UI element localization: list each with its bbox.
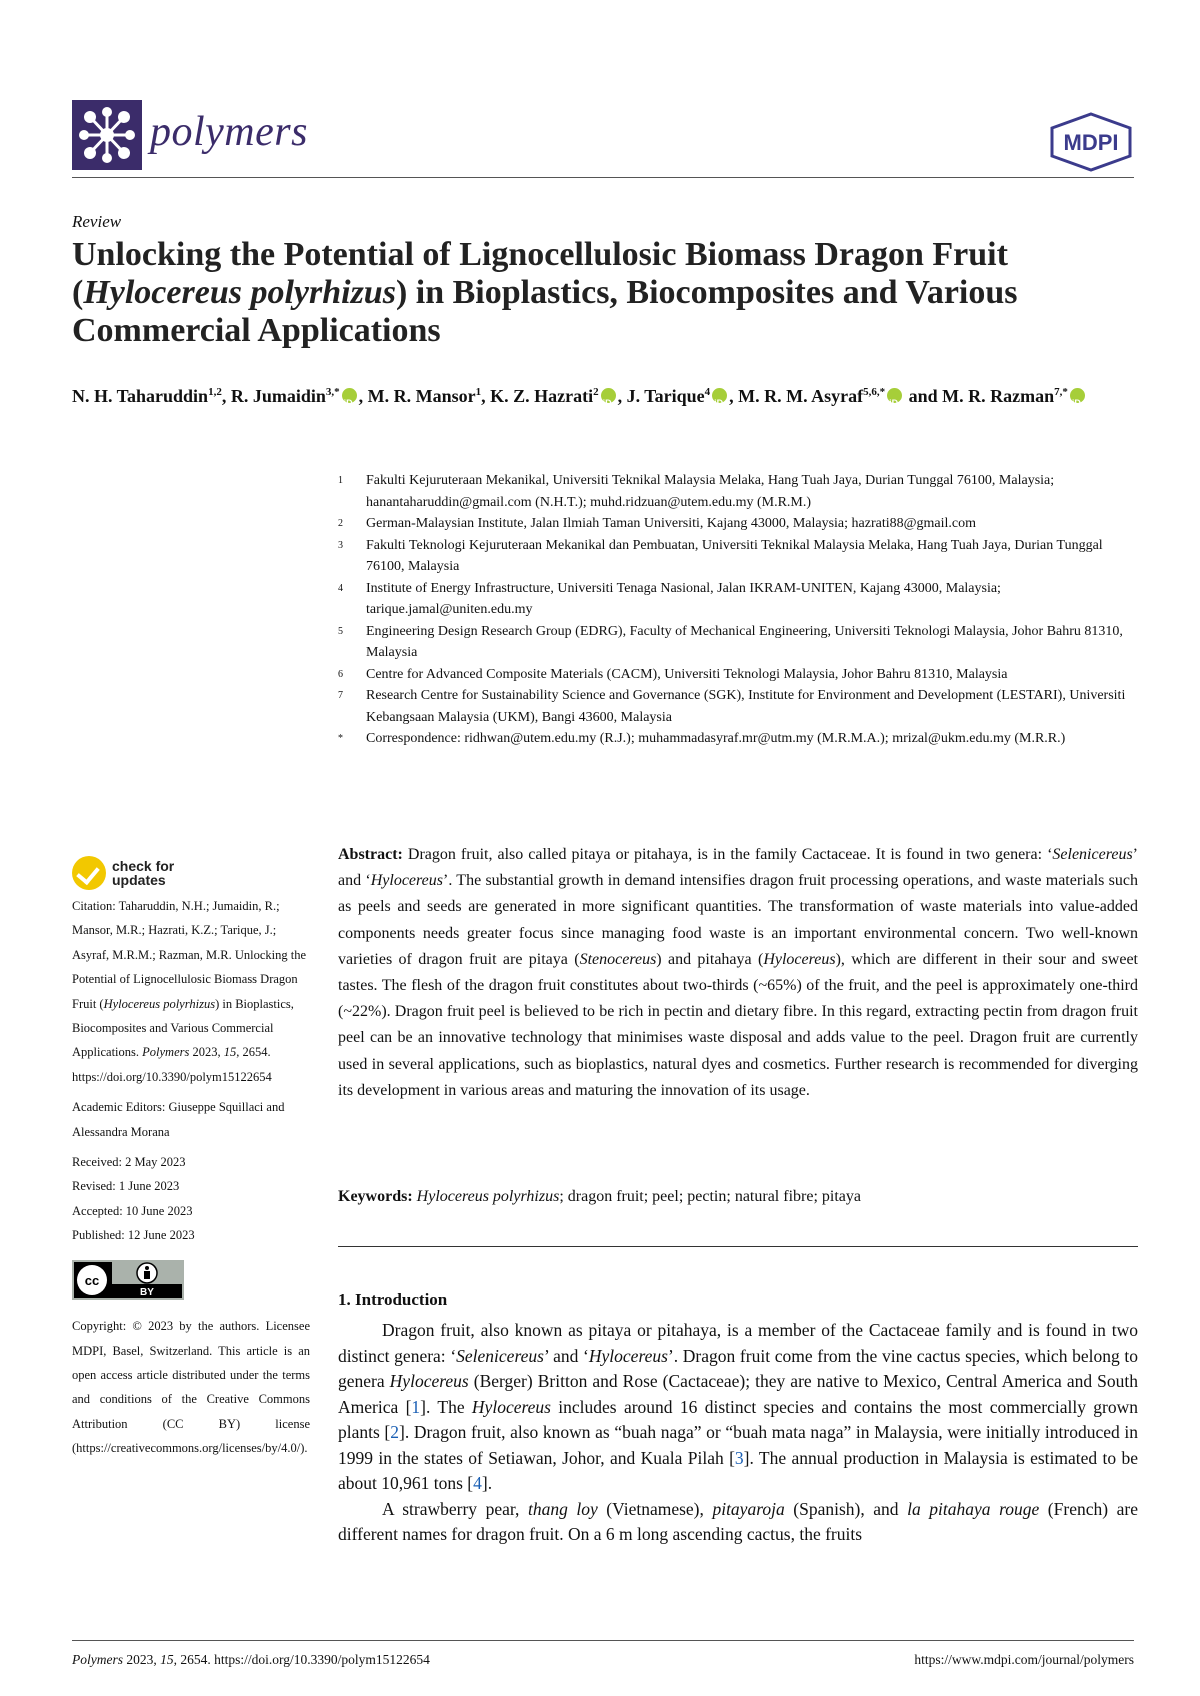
author-name: R. Jumaidin bbox=[230, 386, 326, 406]
article-title: Unlocking the Potential of Lignocellulosic Biomass Dragon Fruit (Hylocereus polyrhizus) in Bioplastics, Biocomposites and Various Commercial Applications bbox=[72, 236, 1018, 349]
intro-paragraph-1: Dragon fruit, also known as pitaya or pitahaya, is a member of the Cactaceae family and is found in two distinct genera: ‘Selenicereus’ and ‘Hylocereus’. Dragon fruit come from the vine cactus species, which belong to genera Hylocereus (Berger) Britton and Rose (Cactaceae); they are native to Mexico, Central America and South America [1]. The Hylocereus includes around 16 distinct species and contains the most commercially grown plants [2]. Dragon fruit, also known as “buah naga” or “buah mata naga” in Malaysia, were initially introduced in 1999 in the states of Setiawan, Johor, and Kuala Pilah [3]. The annual production in Malaysia is estimated to be about 10,961 tons [4]. bbox=[338, 1320, 1139, 1493]
cc-label: cc bbox=[84, 1272, 100, 1288]
affiliation-number: 5 bbox=[338, 625, 343, 637]
mdpi-logo-icon bbox=[1048, 112, 1134, 172]
author-affiliation-marker: 1,2 bbox=[208, 386, 222, 398]
orcid-icon[interactable] bbox=[342, 388, 357, 403]
cc-by-license-icon[interactable] bbox=[72, 1260, 184, 1300]
author-separator: , bbox=[358, 386, 368, 406]
citation-link-4[interactable]: 4 bbox=[473, 1473, 482, 1493]
received-date: Received: 2 May 2023 bbox=[72, 1155, 186, 1170]
affiliation-text: Research Centre for Sustainability Science and Governance (SGK), Institute for Environment and Development (LESTARI), Universiti Kebangsaan Malaysia (UKM), Bangi 43600, Malaysia bbox=[366, 688, 1126, 725]
header-divider bbox=[72, 177, 1134, 178]
author-list bbox=[72, 378, 1142, 410]
affiliation-item bbox=[338, 621, 1138, 664]
author-separator: , bbox=[729, 386, 739, 406]
keywords: Keywords: Hylocereus polyrhizus; dragon fruit; peel; pectin; natural fibre; pitaya bbox=[338, 1188, 861, 1205]
affiliation-item bbox=[338, 535, 1138, 578]
affiliation-number: * bbox=[338, 733, 343, 744]
affiliation-text: Fakulti Teknologi Kejuruteraan Mekanikal dan Pembuatan, Universiti Teknikal Malaysia Melaka, Hang Tuah Jaya, Durian Tunggal 76100, Malaysia bbox=[366, 537, 1103, 574]
accepted-date: Accepted: 10 June 2023 bbox=[72, 1203, 193, 1218]
revised-date: Revised: 1 June 2023 bbox=[72, 1179, 180, 1194]
affiliation-text: Institute of Energy Infrastructure, Universiti Tenaga Nasional, Jalan IKRAM-UNITEN, Kajang 43000, Malaysia; tarique.jamal@uniten.edu.my bbox=[366, 580, 1001, 617]
affiliation-number: 7 bbox=[338, 690, 343, 701]
affiliation-item bbox=[338, 685, 1138, 728]
affiliation-number: 1 bbox=[338, 475, 343, 486]
orcid-icon[interactable] bbox=[712, 388, 727, 403]
journal-name: polymers bbox=[150, 109, 308, 155]
affiliation-text: German-Malaysian Institute, Jalan Ilmiah Taman Universiti, Kajang 43000, Malaysia; hazrati88@gmail.com bbox=[366, 516, 976, 531]
citation-link-1[interactable]: 1 bbox=[411, 1396, 421, 1417]
author-name: M. R. Mansor bbox=[367, 386, 476, 406]
author-separator: , bbox=[617, 386, 627, 406]
affiliation-number: 2 bbox=[338, 518, 343, 529]
author-name: M. R. Razman bbox=[942, 386, 1055, 406]
introduction-body bbox=[338, 1318, 1138, 1548]
affiliation-number: 4 bbox=[338, 582, 343, 594]
intro-paragraph-2: A strawberry pear, thang loy (Vietnamese), pitayaroja (Spanish), and la pitahaya rouge (French) are different names for dragon fruit. On a 6 m long ascending cactus, the fruits bbox=[338, 1498, 1138, 1544]
author-separator: , bbox=[221, 386, 231, 406]
author-name: N. H. Taharuddin bbox=[72, 386, 209, 406]
check-icon bbox=[72, 856, 106, 890]
sidebar bbox=[72, 856, 310, 1461]
academic-editors: Academic Editors: Giuseppe Squillaci and Alessandra Morana bbox=[72, 1100, 285, 1139]
orcid-icon[interactable] bbox=[887, 388, 902, 403]
author-affiliation-marker: 7,* bbox=[1054, 386, 1068, 398]
author-affiliation-marker: 5,6,* bbox=[863, 386, 886, 398]
affiliation-item bbox=[338, 578, 1138, 621]
affiliation-text: Engineering Design Research Group (EDRG), Faculty of Mechanical Engineering, Universiti Teknologi Malaysia, Johor Bahru 81310, Malaysia bbox=[366, 623, 1123, 660]
publisher-name: MDPI bbox=[1063, 130, 1119, 155]
journal-logo-icon bbox=[72, 100, 142, 170]
affiliation-text: Centre for Advanced Composite Materials (CACM), Universiti Teknologi Malaysia, Johor Bahru 81310, Malaysia bbox=[366, 666, 1008, 682]
author-affiliation-marker: 4 bbox=[704, 386, 711, 398]
published-date: Published: 12 June 2023 bbox=[72, 1228, 195, 1243]
section-divider bbox=[338, 1246, 1138, 1247]
citation-link-2[interactable]: 2 bbox=[390, 1422, 400, 1442]
copyright-notice: Copyright: © 2023 by the authors. Licensee MDPI, Basel, Switzerland. This article is an open access article distributed under the terms and conditions of the Creative Commons Attribution (CC BY) license (https://creativecommons.org/licenses/by/4.0/). bbox=[72, 1319, 310, 1456]
author-affiliation-marker: 1 bbox=[475, 386, 482, 398]
author-separator: and bbox=[904, 386, 943, 406]
abstract: Abstract: Dragon fruit, also called pitaya or pitahaya, is in the family Cactaceae. It is found in two genera: ‘Selenicereus’ and ‘Hylocereus’. The substantial growth in demand intensifies dragon fruit processing operations, and waste materials such as peels and seeds are generated in more significant quantities. The transformation of waste materials into value-added components needs greater focus since managing food waste is an important environmental concern. Two well-known varieties of dragon fruit are pitaya (Stenocereus) and pitahaya (Hylocereus), which are different in their sour and sweet tastes. The flesh of the dragon fruit constitutes about two-thirds (~65%) of the fruit, and the peel is approximately one-third (~22%). Dragon fruit peel is believed to be rich in pectin and dietary fibre. In this regard, extracting pectin from dragon fruit peel can be an innovative technology that minimises waste disposal and adds value to the peel. Dragon fruit are currently used in several applications, such as bioplastics, natural dyes and cosmetics. Further research is recommended for diverging its development in various areas and maturing the innovation of its usage. bbox=[338, 846, 1139, 1099]
affiliation-item bbox=[338, 728, 1138, 750]
affiliation-item bbox=[338, 470, 1138, 513]
author-name: K. Z. Hazrati bbox=[490, 386, 594, 406]
check-for-updates-button[interactable]: check for updates bbox=[72, 856, 310, 890]
orcid-icon[interactable] bbox=[1070, 388, 1085, 403]
author-separator: , bbox=[481, 386, 491, 406]
article-type: Review bbox=[72, 212, 122, 231]
footer-citation: Polymers 2023, 15, 2654. https://doi.org/10.3390/polym15122654 bbox=[72, 1652, 430, 1667]
affiliation-number: 3 bbox=[338, 539, 343, 551]
orcid-icon[interactable] bbox=[601, 388, 616, 403]
author-affiliation-marker: 3,* bbox=[325, 386, 340, 398]
affiliation-text: Fakulti Kejuruteraan Mekanikal, Universiti Teknikal Malaysia Melaka, Hang Tuah Jaya, Durian Tunggal 76100, Malaysia; hanantaharuddin@gmail.com (N.H.T.); muhd.ridzuan@utem.edu.my (M.R.M.) bbox=[366, 473, 1055, 510]
section-heading: 1. Introduction bbox=[338, 1290, 448, 1309]
journal-url-link[interactable]: https://www.mdpi.com/journal/polymers bbox=[914, 1652, 1134, 1667]
affiliation-item bbox=[338, 513, 1138, 535]
affiliation-item bbox=[338, 664, 1138, 686]
affiliations bbox=[338, 470, 1138, 750]
footer-divider bbox=[72, 1640, 1134, 1641]
affiliation-number: 6 bbox=[338, 668, 343, 680]
citation: Citation: Taharuddin, N.H.; Jumaidin, R.; Mansor, M.R.; Hazrati, K.Z.; Tarique, J.; Asyraf, M.R.M.; Razman, M.R. Unlocking the Potential of Lignocellulosic Biomass Dragon Fruit (Hylocereus polyrhizus) in Bioplastics, Biocomposites and Various Commercial Applications. Polymers 2023, 15, 2654. https://doi.org/10.3390/polym15122654 bbox=[72, 899, 307, 1084]
author-affiliation-marker: 2 bbox=[593, 386, 599, 398]
affiliation-text: Correspondence: ridhwan@utem.edu.my (R.J.); muhammadasyraf.mr@utm.my (M.R.M.A.); mrizal@ukm.edu.my (M.R.R.) bbox=[366, 731, 1066, 746]
by-label: BY bbox=[140, 1286, 154, 1298]
author-name: J. Tarique bbox=[626, 386, 705, 406]
author-name: M. R. M. Asyraf bbox=[738, 386, 864, 406]
citation-link-3[interactable]: 3 bbox=[734, 1447, 744, 1468]
